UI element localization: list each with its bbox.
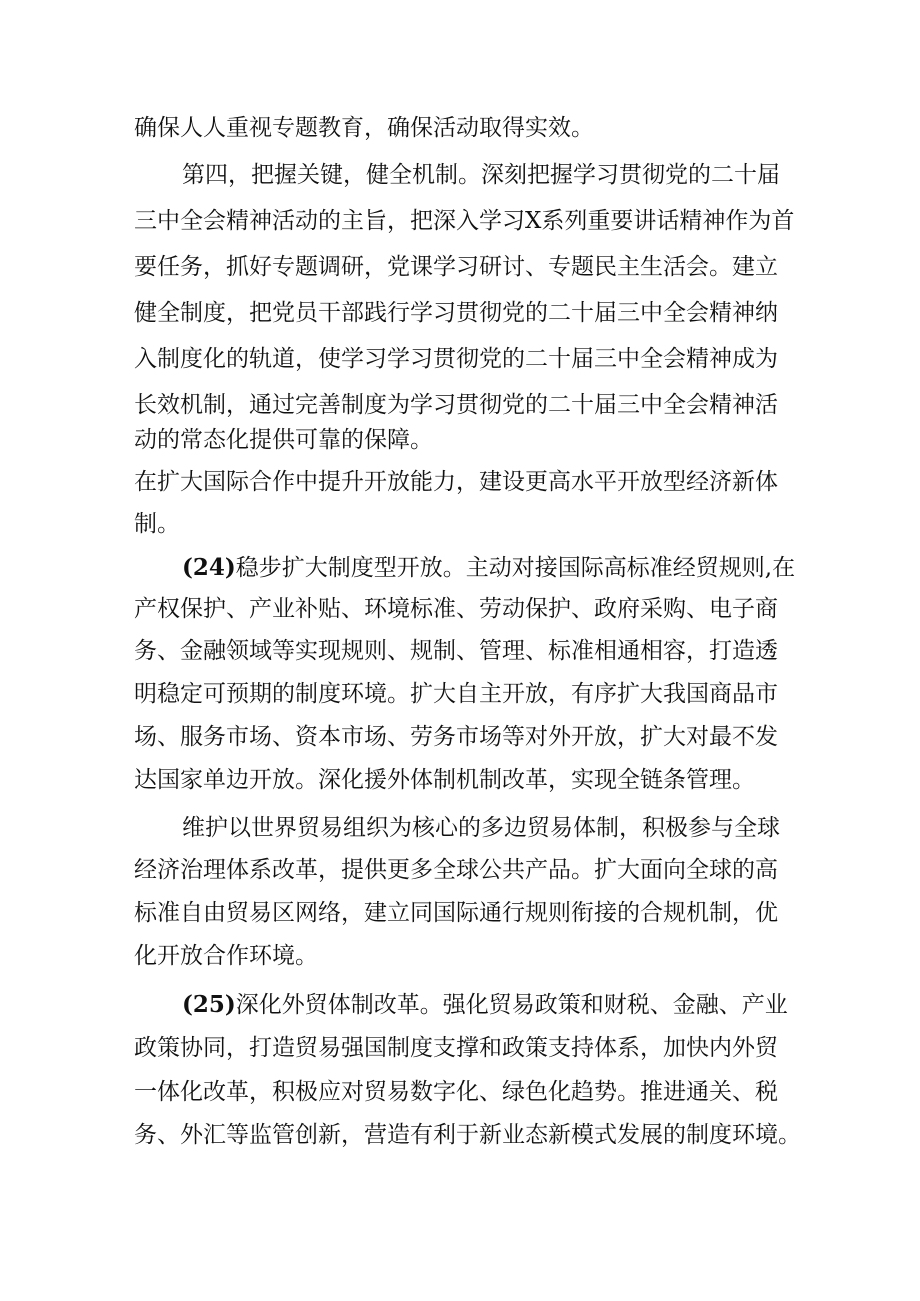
paragraph-line: 制。 <box>134 511 180 537</box>
paragraph-line: 三中全会精神活动的主旨，把深入学习X系列重要讲话精神作为首 <box>134 208 795 234</box>
paragraph-text: 深化外贸体制改革。强化贸易政策和财税、金融、产业 <box>235 992 788 1018</box>
section-number: (25) <box>182 991 236 1018</box>
paragraph-line: 产权保护、产业补贴、环境标准、劳动保护、政府采购、电子商 <box>134 596 778 622</box>
paragraph-line: 维护以世界贸易组织为核心的多边贸易体制，积极参与全球 <box>182 815 780 841</box>
section-number: (24) <box>182 554 236 581</box>
paragraph-line: 务、金融领域等实现规则、规制、管理、标准相通相容，打造透 <box>134 638 778 664</box>
paragraph-line: 第四，把握关键，健全机制。深刻把握学习贯彻党的二十届 <box>182 162 780 188</box>
paragraph-line: 达国家单边开放。深化援外体制机制改革，实现全链条管理。 <box>134 767 755 793</box>
paragraph-line <box>182 548 795 588</box>
paragraph-line: 化开放合作环境。 <box>134 943 318 969</box>
paragraph-line: 场、服务市场、资本市场、劳务市场等对外开放，扩大对最不发 <box>134 724 778 750</box>
paragraph-line: 健全制度，把党员干部践行学习贯彻党的二十届三中全会精神纳 <box>134 300 778 326</box>
paragraph-line: 入制度化的轨道，使学习学习贯彻党的二十届三中全会精神成为 <box>134 346 778 372</box>
paragraph-line: 务、外汇等监管创新，营造有利于新业态新模式发展的制度环境。 <box>134 1122 801 1148</box>
paragraph-line: 明稳定可预期的制度环境。扩大自主开放，有序扩大我国商品市 <box>134 681 778 707</box>
paragraph-text: 稳步扩大制度型开放。主动对接国际高标准经贸规则,在 <box>235 555 796 581</box>
paragraph-line: 标准自由贸易区网络，建立同国际通行规则衔接的合规机制，优 <box>134 900 778 926</box>
paragraph-line: 长效机制，通过完善制度为学习贯彻党的二十届三中全会精神活 <box>134 392 778 418</box>
paragraph-line <box>182 985 788 1025</box>
paragraph-line: 在扩大国际合作中提升开放能力，建设更高水平开放型经济新体 <box>134 469 778 495</box>
paragraph-line: 政策协同，打造贸易强国制度支撑和政策支持体系，加快内外贸 <box>134 1035 778 1061</box>
paragraph-line: 经济治理体系改革，提供更多全球公共产品。扩大面向全球的高 <box>134 857 778 883</box>
paragraph-line: 确保人人重视专题教育，确保活动取得实效。 <box>134 115 594 141</box>
paragraph-line: 一体化改革，积极应对贸易数字化、绿色化趋势。推进通关、税 <box>134 1079 778 1105</box>
paragraph-line: 动的常态化提供可靠的保障。 <box>134 427 433 453</box>
paragraph-line: 要任务，抓好专题调研，党课学习研讨、专题民主生活会。建立 <box>134 254 778 280</box>
